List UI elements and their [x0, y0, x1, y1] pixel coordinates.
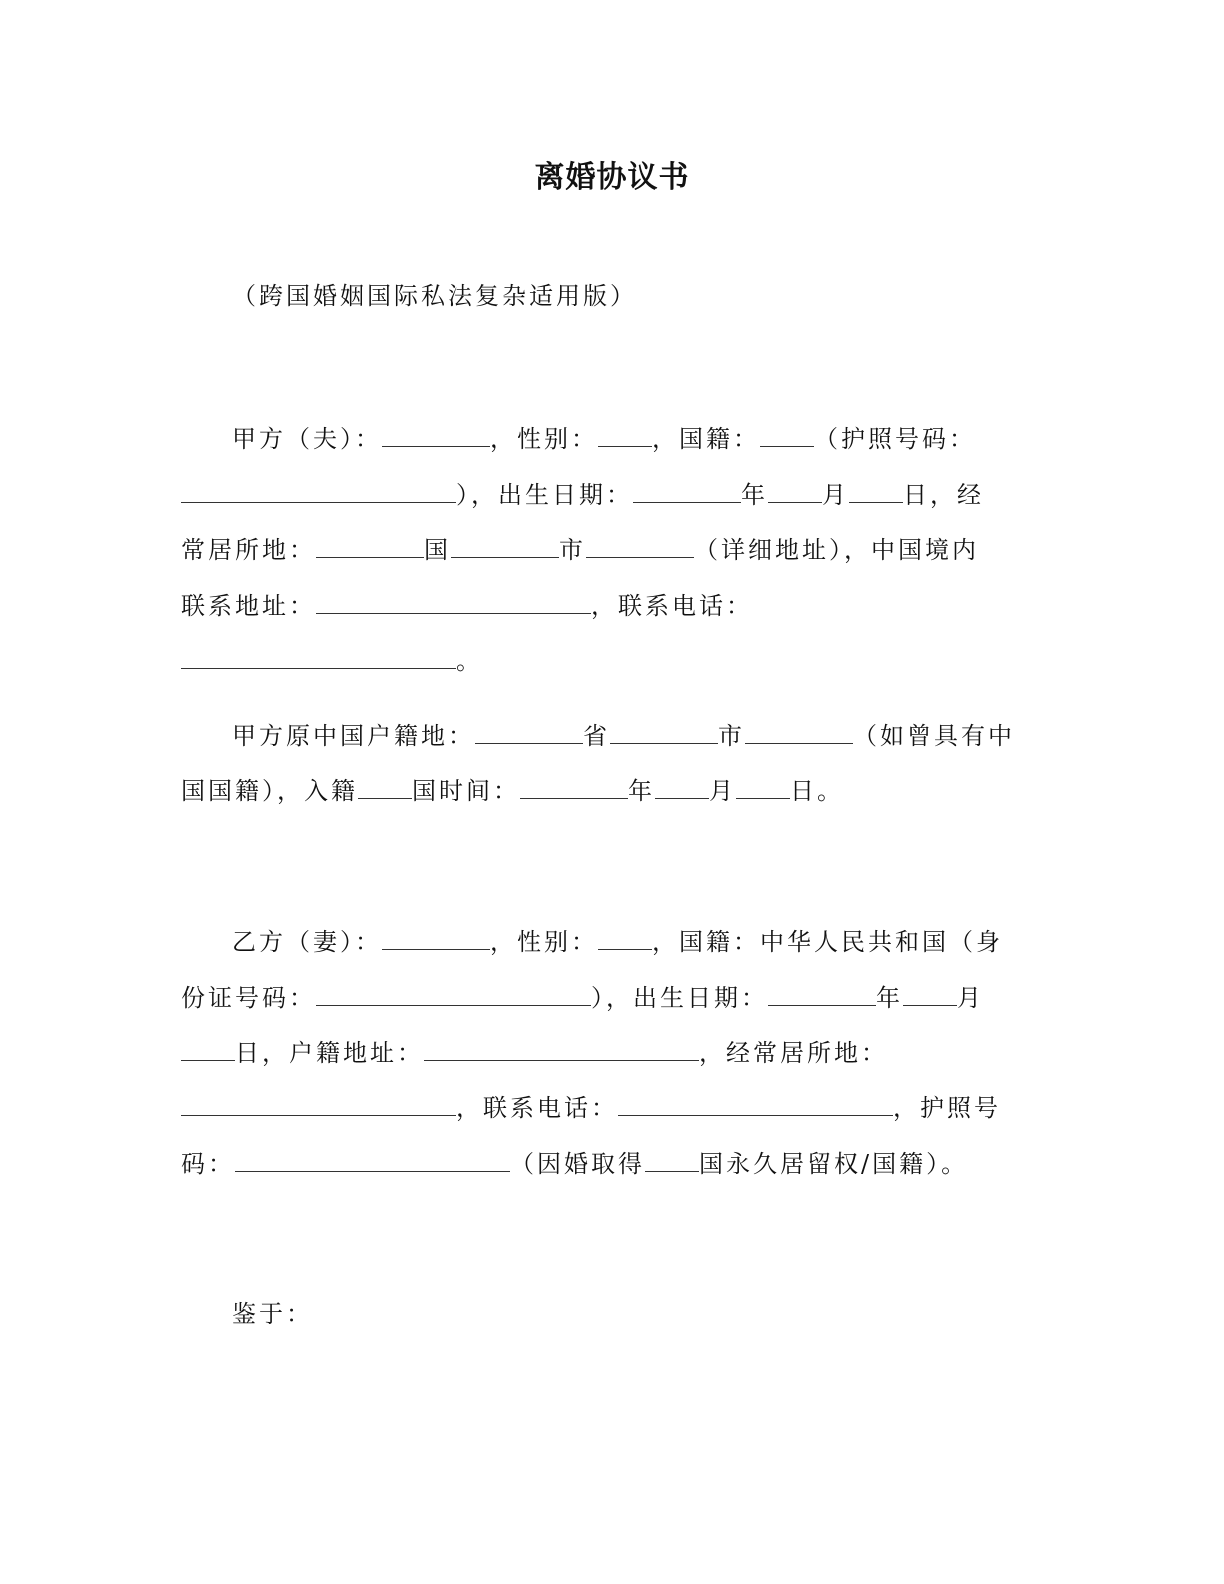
party-b-line-5 — [181, 1148, 968, 1180]
city-blank[interactable] — [610, 721, 718, 744]
birth-year-blank[interactable] — [633, 480, 741, 503]
phone-blank[interactable] — [618, 1093, 893, 1116]
residence-blank[interactable] — [181, 1093, 456, 1116]
party-a-origin-line-2 — [181, 775, 844, 807]
id-number-blank[interactable] — [316, 983, 591, 1006]
document-title: 离婚协议书 — [534, 160, 690, 195]
party-a-line-5 — [181, 645, 483, 677]
passport-blank[interactable] — [181, 480, 456, 503]
label: 国 — [424, 536, 451, 564]
household-address-blank[interactable] — [424, 1038, 699, 1061]
label: 年 — [628, 777, 655, 805]
phone-blank[interactable] — [181, 646, 456, 669]
label: 月 — [822, 481, 849, 509]
label: 常居所地： — [181, 536, 316, 564]
label: ，国籍： — [652, 425, 760, 453]
label: 码： — [181, 1150, 235, 1178]
party-a-line-4 — [181, 590, 753, 622]
label: 省 — [583, 722, 610, 750]
country-blank[interactable] — [645, 1149, 699, 1172]
contact-address-blank[interactable] — [316, 591, 591, 614]
label: 年 — [741, 481, 768, 509]
label: ，联系电话： — [591, 592, 753, 620]
label: 国永久居留权/国籍）。 — [699, 1150, 969, 1178]
label: 国国籍），入籍 — [181, 777, 358, 805]
label: 月 — [709, 777, 736, 805]
district-blank[interactable] — [745, 721, 853, 744]
label: 国时间： — [412, 777, 520, 805]
party-a-line-2 — [181, 479, 984, 511]
label: 甲方原中国户籍地： — [232, 722, 475, 750]
birth-month-blank[interactable] — [768, 480, 822, 503]
label: 月 — [957, 984, 984, 1012]
passport-blank[interactable] — [235, 1149, 510, 1172]
label: 份证号码： — [181, 984, 316, 1012]
label: 甲方（夫）： — [232, 425, 382, 453]
label: ，性别： — [490, 928, 598, 956]
label: ，经常居所地： — [699, 1039, 888, 1067]
document-subtitle: （跨国婚姻国际私法复杂适用版） — [232, 282, 637, 310]
label: ，国籍：中华人民共和国（身 — [652, 928, 1003, 956]
address-blank[interactable] — [586, 535, 694, 558]
name-blank[interactable] — [382, 927, 490, 950]
label: （因婚取得 — [510, 1150, 645, 1178]
province-blank[interactable] — [475, 721, 583, 744]
label: 乙方（妻）： — [232, 928, 382, 956]
label: 。 — [456, 647, 483, 675]
label: （如曾具有中 — [853, 722, 1015, 750]
party-b-line-1 — [232, 926, 1003, 958]
party-a-line-1 — [232, 423, 976, 455]
label: （详细地址），中国境内 — [694, 536, 979, 564]
label: 日，户籍地址： — [235, 1039, 424, 1067]
label: （护照号码： — [814, 425, 976, 453]
label: ，性别： — [490, 425, 598, 453]
label: 年 — [876, 984, 903, 1012]
party-a-origin-line-1 — [232, 720, 1015, 752]
label: ，联系电话： — [456, 1094, 618, 1122]
nationality-blank[interactable] — [760, 424, 814, 447]
birth-year-blank[interactable] — [768, 983, 876, 1006]
birth-day-blank[interactable] — [181, 1038, 235, 1061]
country-blank[interactable] — [316, 535, 424, 558]
party-a-line-3 — [181, 534, 979, 566]
whereas-heading: 鉴于： — [232, 1300, 313, 1328]
city-blank[interactable] — [451, 535, 559, 558]
day-blank[interactable] — [736, 776, 790, 799]
party-b-line-2 — [181, 982, 984, 1014]
label: 日，经 — [903, 481, 984, 509]
label: 联系地址： — [181, 592, 316, 620]
naturalized-country-blank[interactable] — [358, 776, 412, 799]
gender-blank[interactable] — [598, 927, 652, 950]
label: ），出生日期： — [456, 481, 633, 509]
name-blank[interactable] — [382, 424, 490, 447]
party-b-line-3 — [181, 1037, 888, 1069]
month-blank[interactable] — [655, 776, 709, 799]
year-blank[interactable] — [520, 776, 628, 799]
party-b-line-4 — [181, 1092, 1001, 1124]
label: ，护照号 — [893, 1094, 1001, 1122]
label: 市 — [718, 722, 745, 750]
label: 日。 — [790, 777, 844, 805]
birth-month-blank[interactable] — [903, 983, 957, 1006]
label: 市 — [559, 536, 586, 564]
label: ），出生日期： — [591, 984, 768, 1012]
birth-day-blank[interactable] — [849, 480, 903, 503]
gender-blank[interactable] — [598, 424, 652, 447]
